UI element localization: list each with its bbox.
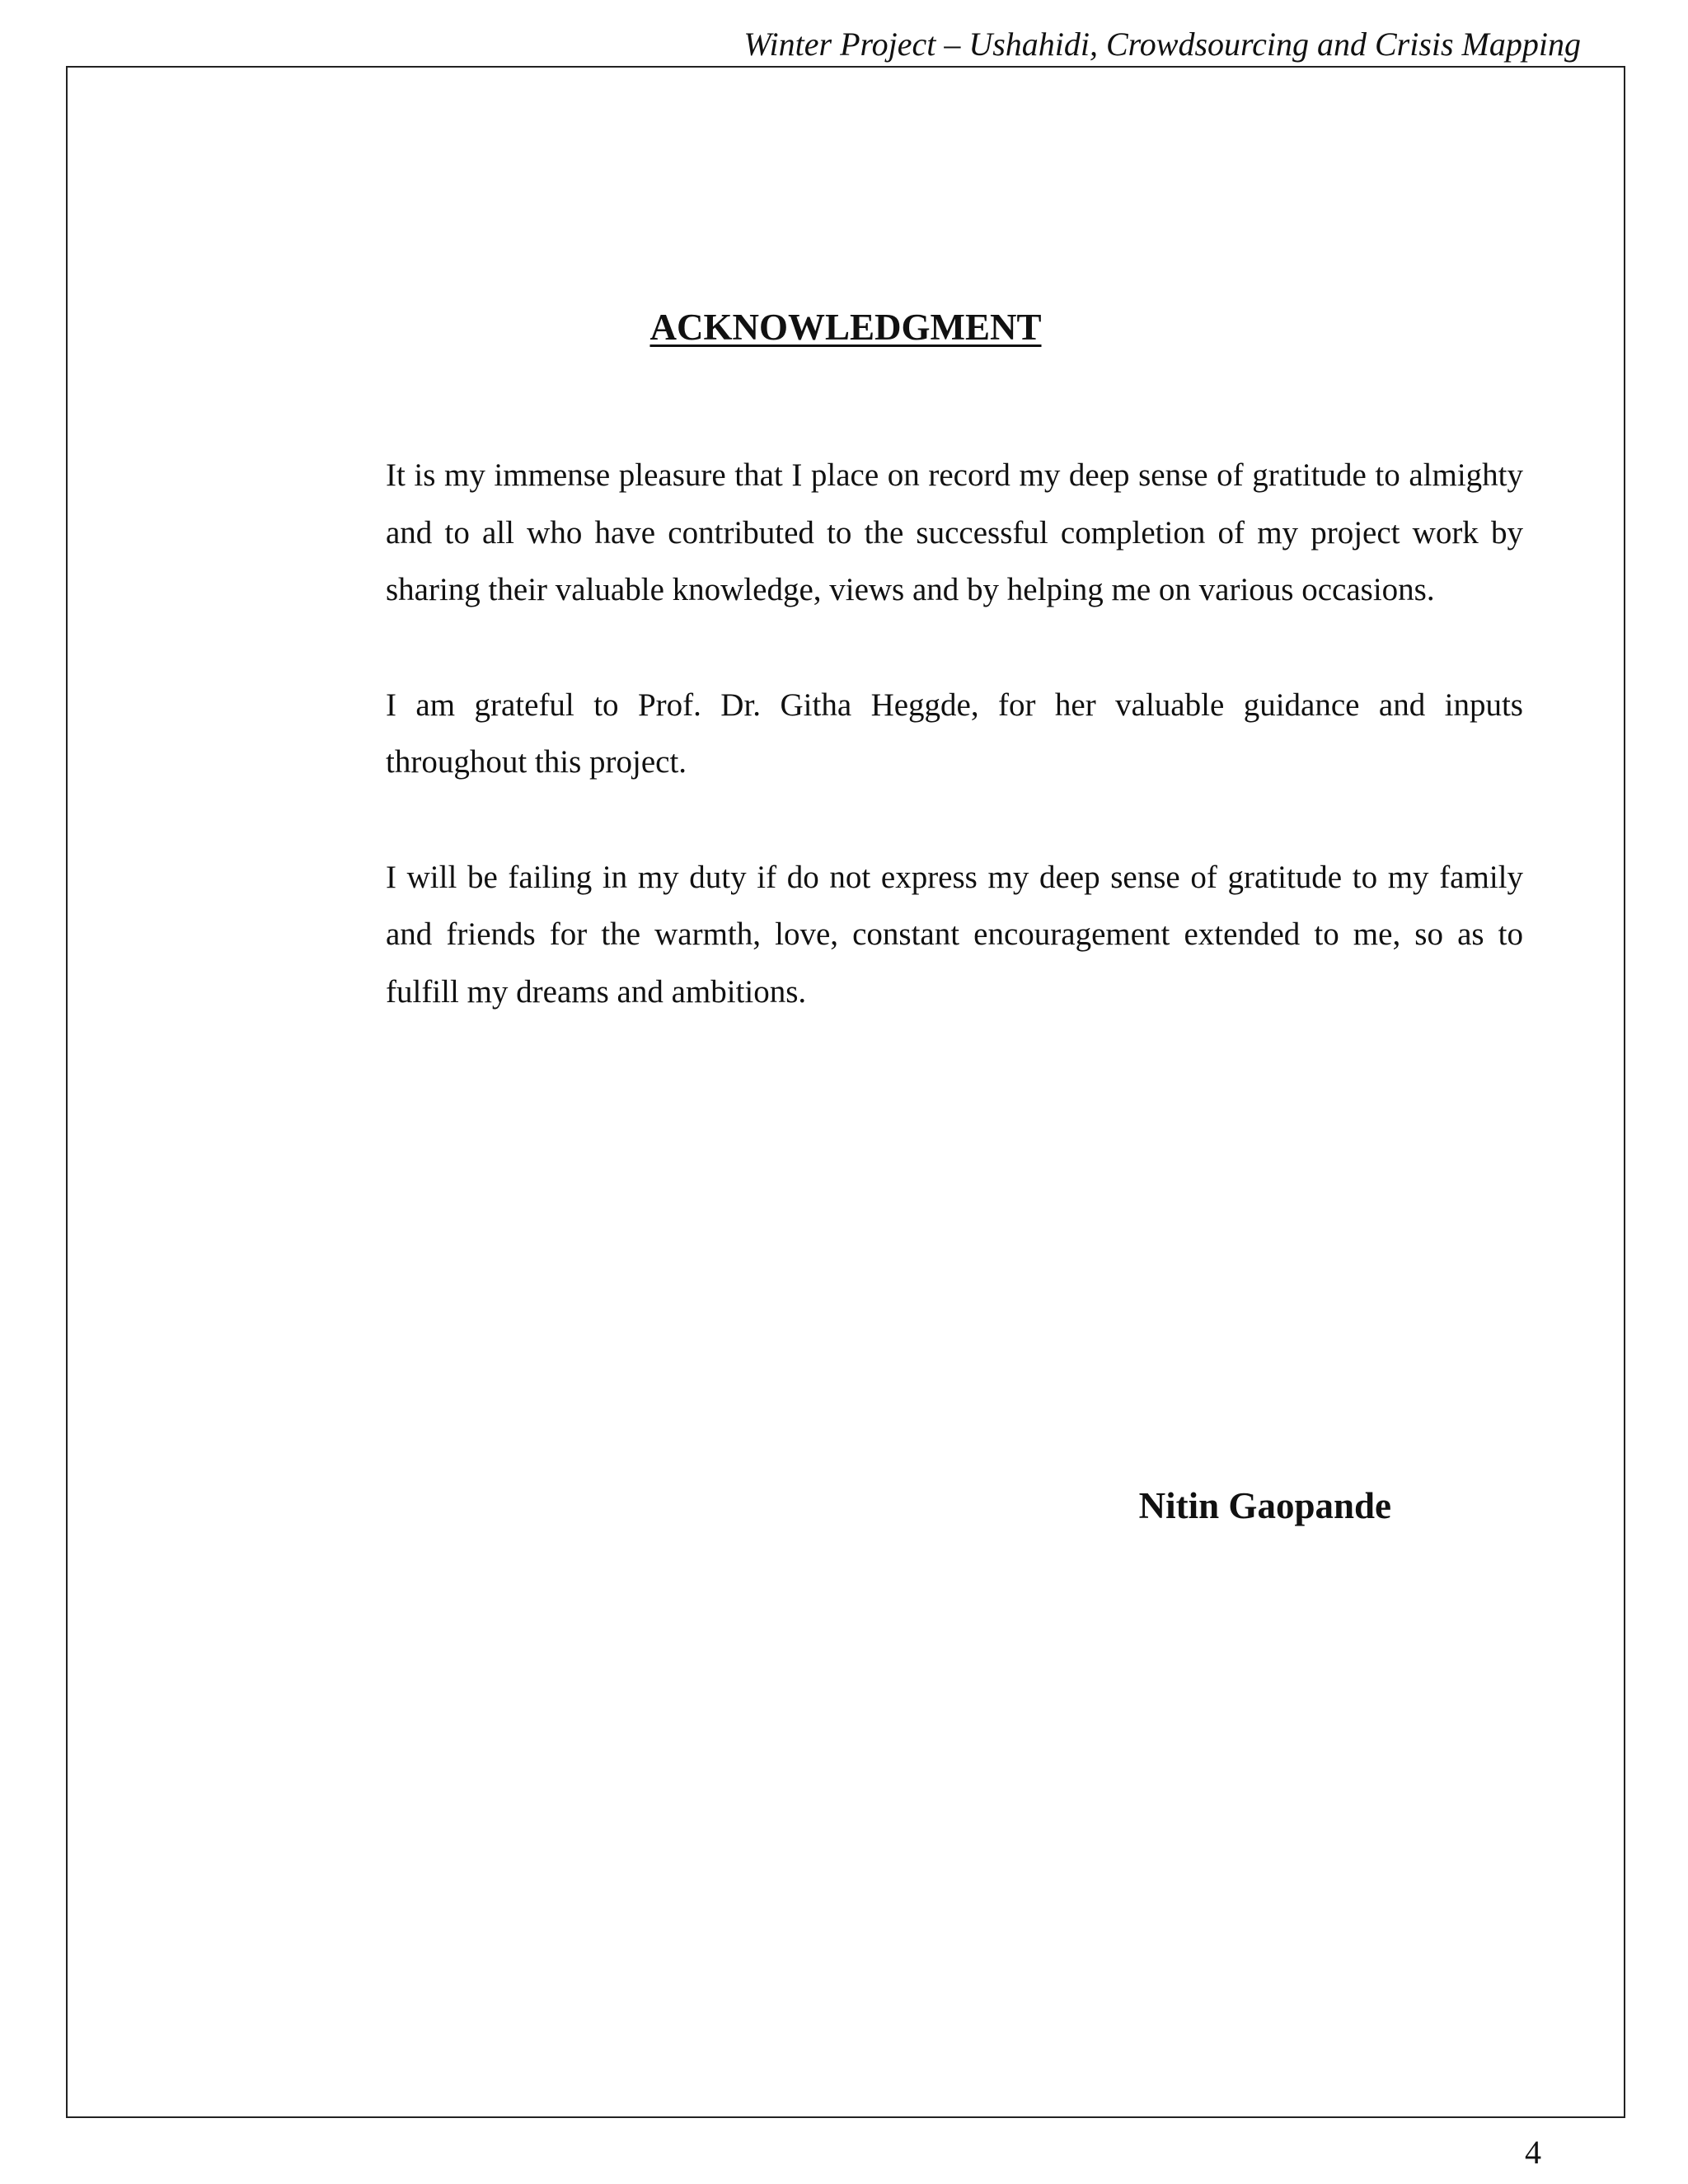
acknowledgment-body <box>386 447 1523 1078</box>
author-signature: Nitin Gaopande <box>1138 1485 1391 1526</box>
page-title <box>68 302 1624 352</box>
running-header: Winter Project – Ushahidi, Crowdsourcing and Crisis Mapping <box>743 26 1581 63</box>
page-frame <box>66 66 1625 2171</box>
page-number: 4 <box>1525 2134 1541 2171</box>
paragraph-family: I will be failing in my duty if do not express my deep sense of gratitude to my family and friends for the warmth, love, constant encouragement extended to me, so as to fulfill my dreams and ambitions. <box>386 859 1523 1010</box>
page-title-text: ACKNOWLEDGMENT <box>649 307 1042 348</box>
paragraph-guidance: I am grateful to Prof. Dr. Githa Heggde, for her valuable guidance and inputs throughout this project. <box>386 687 1523 780</box>
paragraph-gratitude: It is my immense pleasure that I place on record my deep sense of gratitude to almighty and to all who have contributed to the successful completion of my project work by sharing their valuable knowledge, views and by helping me on various occasions. <box>386 457 1523 607</box>
